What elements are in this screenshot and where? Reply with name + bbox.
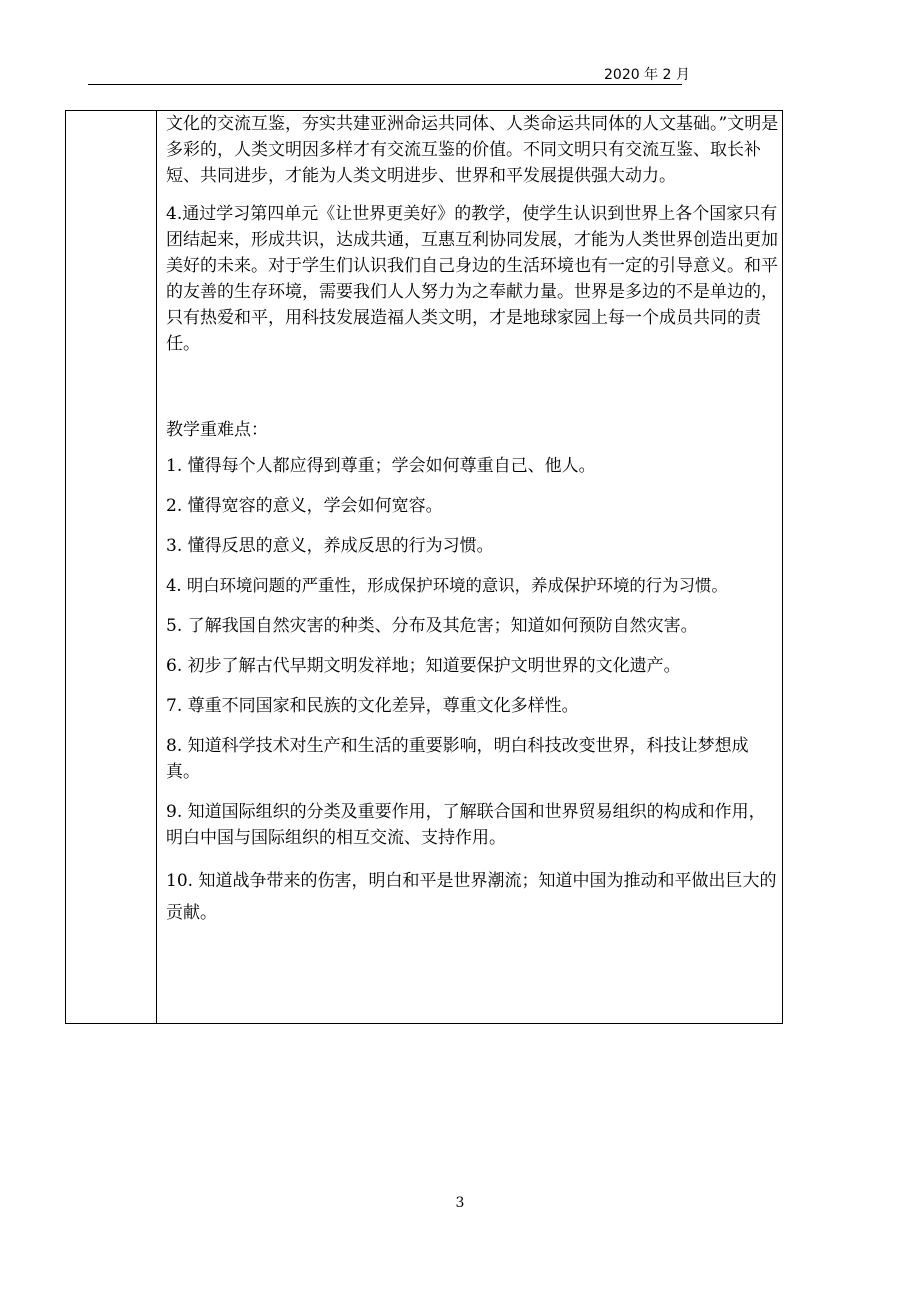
list-item: 10. 知道战争带来的伤害，明白和平是世界潮流；知道中国为推动和平做出巨大的贡献。 bbox=[166, 871, 777, 923]
list-item: 8. 知道科学技术对生产和生活的重要影响，明白科技改变世界，科技让梦想成真。 bbox=[166, 736, 749, 782]
table-column-divider bbox=[156, 111, 157, 1023]
list-item: 9. 知道国际组织的分类及重要作用，了解联合国和世界贸易组织的构成和作用，明白中国与国际组织的相互交流、支持作用。 bbox=[166, 802, 766, 848]
page-number: 3 bbox=[455, 1195, 465, 1211]
content-table bbox=[65, 110, 783, 1024]
header-date: 2020 年 2 月 bbox=[604, 67, 690, 83]
list-item: 4. 明白环境问题的严重性，形成保护环境的意识，养成保护环境的行为习惯。 bbox=[166, 576, 728, 595]
list-item: 1. 懂得每个人都应得到尊重；学会如何尊重自己、他人。 bbox=[166, 456, 596, 476]
list-item: 7. 尊重不同国家和民族的文化差异，尊重文化多样性。 bbox=[166, 696, 579, 716]
paragraph-unit-four: 4.通过学习第四单元《让世界更美好》的教学，使学生认识到世界上各个国家只有团结起来，形成共识，达成共通，互惠互利协同发展，才能为人类世界创造出更加美好的未来。对于学生们认识我们自己身边的生活环境也有一定的引导意义。和平的友善的生存环境，需要我们人人努力为之奉献力量。世界是多边的不是单边的，只有热爱和平，用科技发展造福人类文明，才是地球家园上每一个成员共同的责任。 bbox=[166, 204, 778, 354]
list-item: 2. 懂得宽容的意义，学会如何宽容。 bbox=[166, 496, 443, 516]
blank-space bbox=[166, 357, 782, 417]
content-cell bbox=[166, 111, 782, 943]
list-item: 5. 了解我国自然灾害的种类、分布及其危害；知道如何预防自然灾害。 bbox=[166, 616, 698, 636]
list-item: 3. 懂得反思的意义，养成反思的行为习惯。 bbox=[166, 536, 494, 556]
header-rule bbox=[88, 84, 682, 85]
section-heading: 教学重难点： bbox=[166, 420, 268, 440]
list-item: 6. 初步了解古代早期文明发祥地；知道要保护文明世界的文化遗产。 bbox=[166, 656, 681, 676]
paragraph-cultural-exchange: 文化的交流互鉴，夯实共建亚洲命运共同体、人类命运共同体的人文基础。”文明是多彩的，人类文明因多样才有交流互鉴的价值。不同文明只有交流互鉴、取长补短、共同进步，才能为人类文明进步、世界和平发展提供强大动力。 bbox=[166, 114, 779, 186]
